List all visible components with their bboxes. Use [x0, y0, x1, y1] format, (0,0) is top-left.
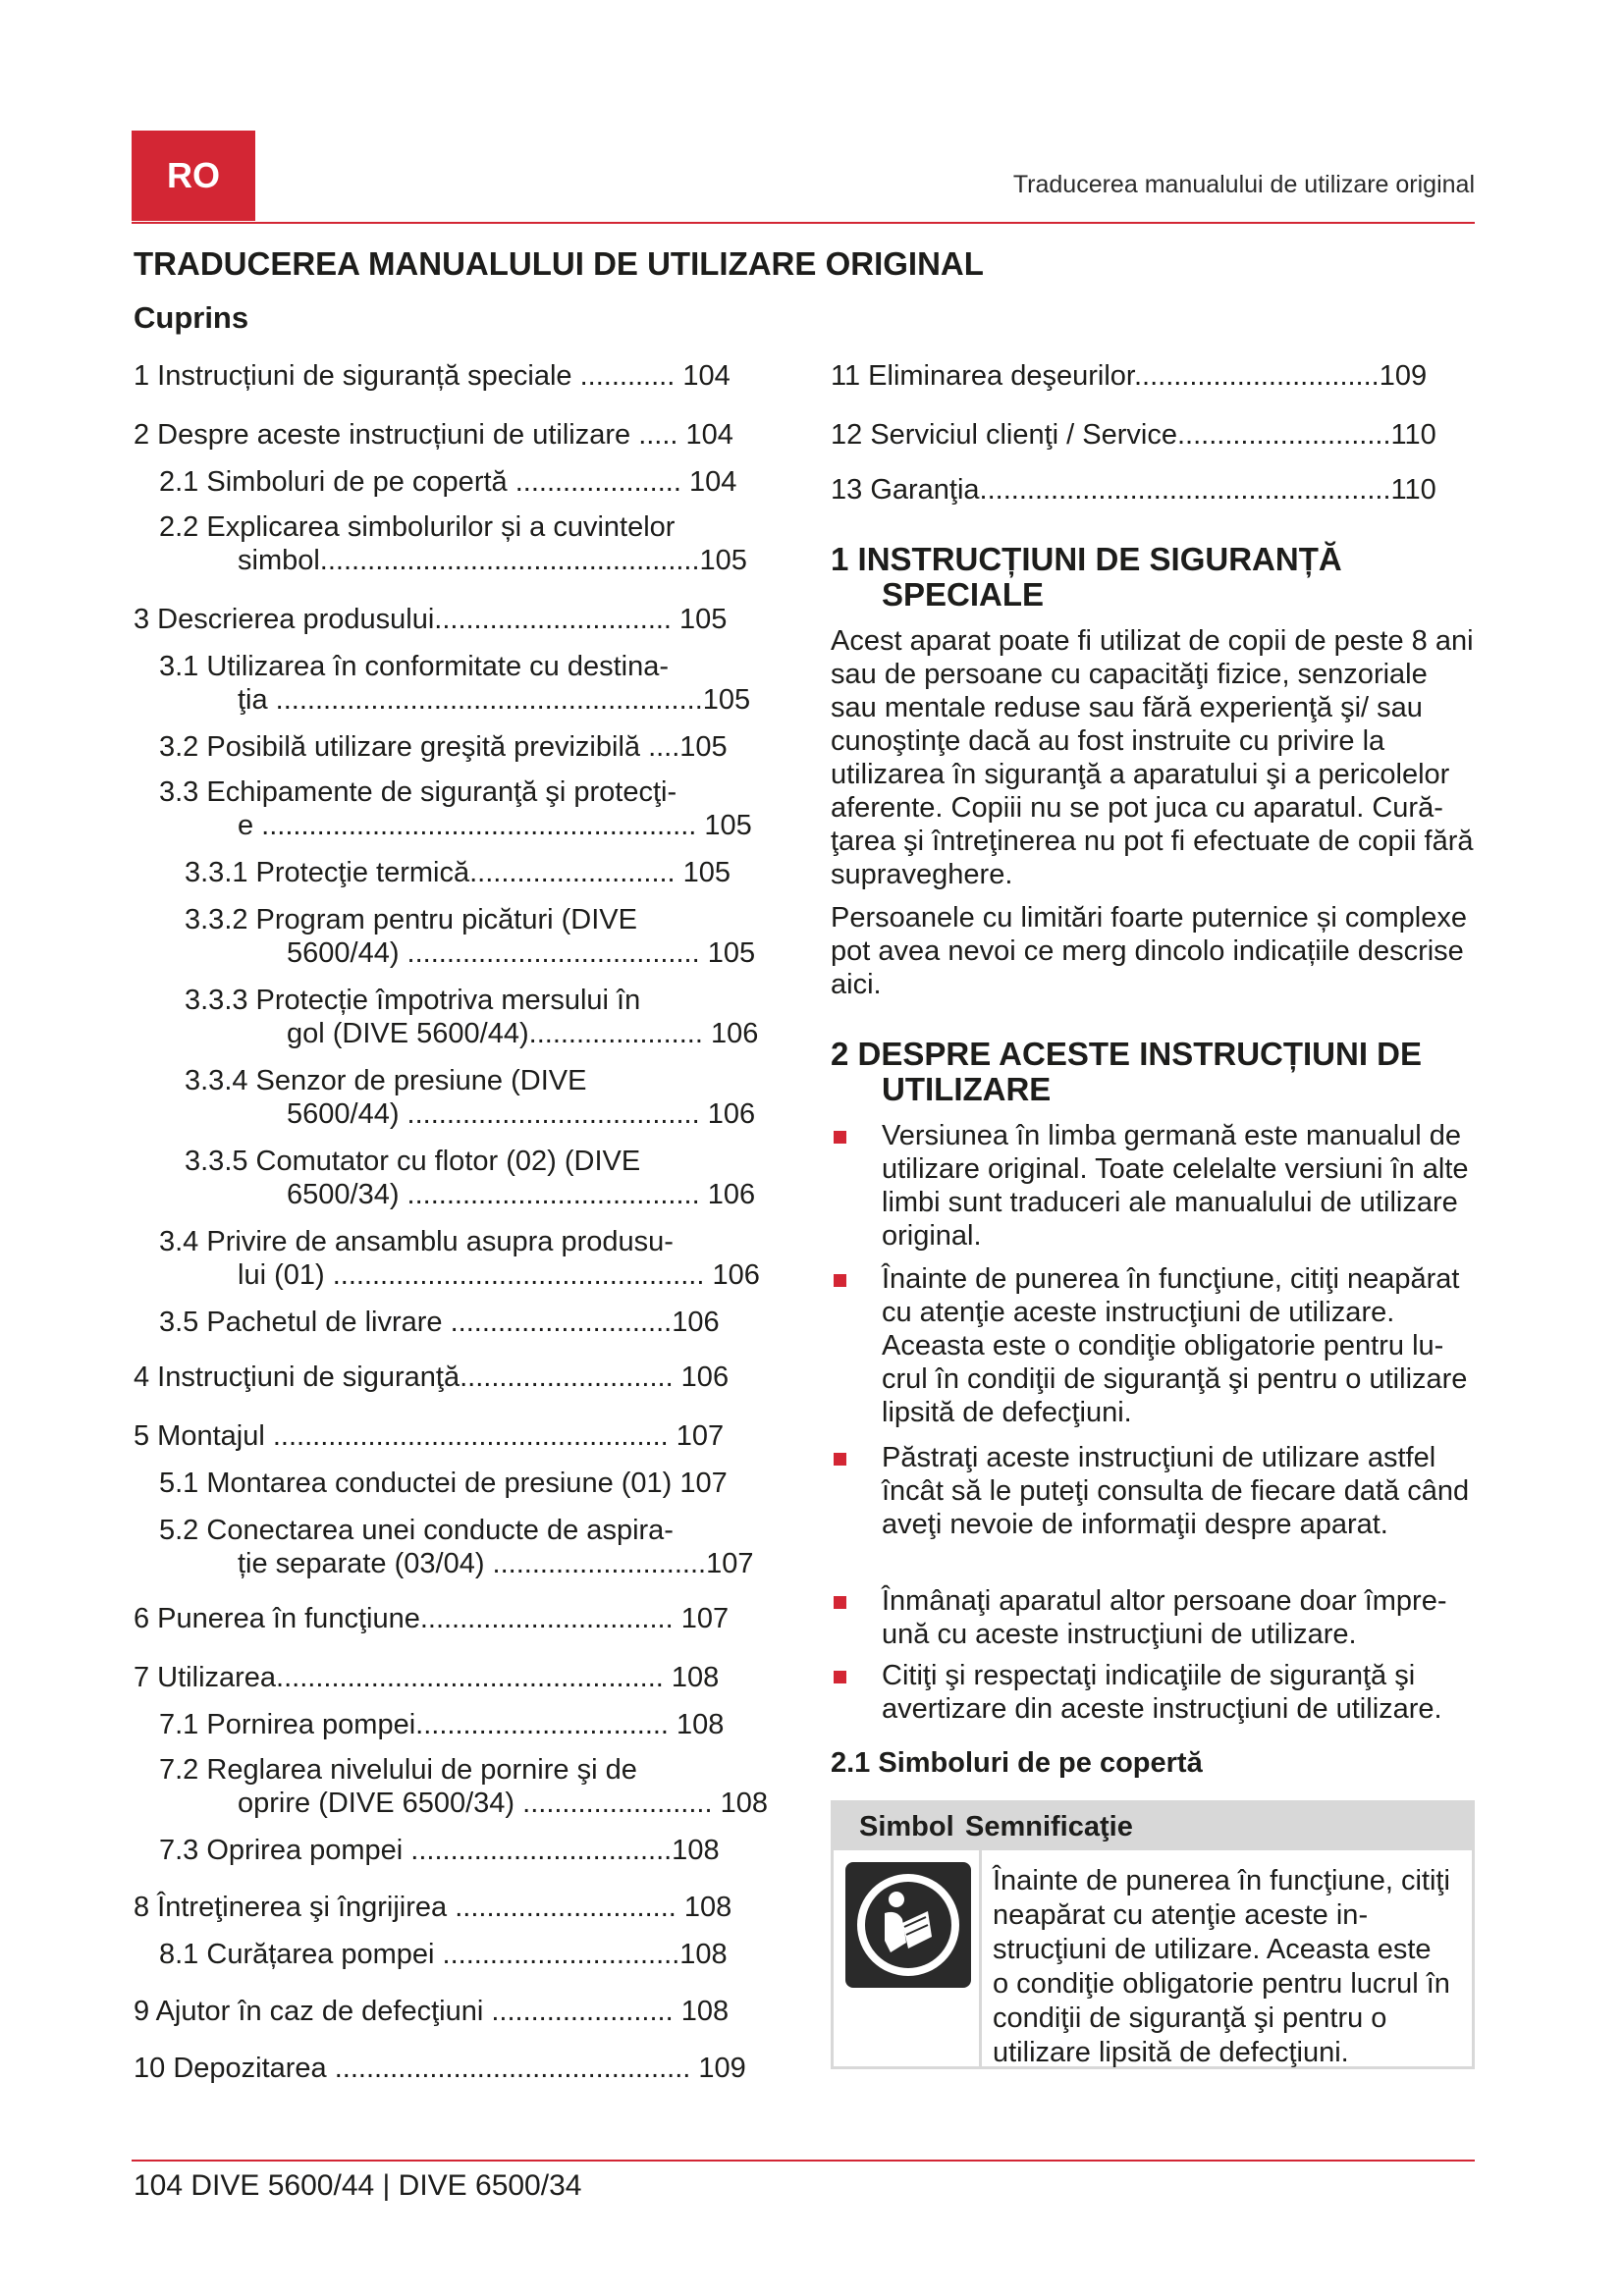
toc-item-continued[interactable]: ție separate (03/04) ...........................107 [238, 1548, 754, 1579]
bullet-item: Păstraţi aceste instrucţiuni de utilizare astfel încât să le puteţi consulta de fiecare dată când aveţi nevoie de informaţii despre aparat. [831, 1441, 1475, 1541]
column-header-meaning: Semnificaţie [965, 1811, 1133, 1842]
section-1-heading-cont: SPECIALE [882, 576, 1045, 613]
toc-item[interactable]: 1 Instrucțiuni de siguranță speciale ............ 104 [134, 360, 731, 392]
section-2-heading: 2 DESPRE ACESTE INSTRUCȚIUNI DE [831, 1036, 1423, 1072]
subsection-2-1-heading: 2.1 Simboluri de pe copertă [831, 1747, 1203, 1779]
bullet-item: Înainte de punerea în funcţiune, citiţi neapărat cu atenţie aceste instrucţiuni de utilizare. Aceasta este o condiţie obligatorie pentru lucrul în condiţii de siguranţă şi pentru o utilizare lipsită de defecţiuni. [831, 1262, 1475, 1429]
toc-item[interactable]: 3.3.2 Program pentru picături (DIVE [185, 904, 637, 935]
language-badge: RO [132, 131, 255, 221]
toc-item[interactable]: 7 Utilizarea................................................. 108 [134, 1662, 720, 1693]
toc-item[interactable]: 6 Punerea în funcţiune................................ 107 [134, 1603, 730, 1634]
toc-item[interactable]: 2.1 Simboluri de pe copertă ..................... 104 [159, 466, 737, 498]
toc-item[interactable]: 12 Serviciul clienţi / Service...........................110 [831, 419, 1436, 451]
table-divider [979, 1850, 982, 2066]
toc-item-continued[interactable]: 6500/34) ..................................... 106 [287, 1179, 756, 1210]
toc-item[interactable]: 3 Descrierea produsului.............................. 105 [134, 604, 728, 635]
header-divider [132, 222, 1475, 224]
toc-item[interactable]: 3.5 Pachetul de livrare ............................106 [159, 1307, 720, 1338]
toc-item-continued[interactable]: simbol................................................105 [238, 545, 747, 576]
toc-item[interactable]: 11 Eliminarea deşeurilor...............................109 [831, 360, 1428, 392]
running-title: Traducerea manualului de utilizare original [1012, 171, 1475, 198]
bullet-item: Versiunea în limba germană este manualul de utilizare original. Toate celelalte versiuni în alte limbi sunt traduceri ale manualului de utilizare original. [831, 1119, 1475, 1253]
toc-item[interactable]: 3.3.3 Protecție împotriva mersului în [185, 985, 641, 1016]
toc-item[interactable]: 3.3.5 Comutator cu flotor (02) (DIVE [185, 1146, 641, 1177]
toc-item[interactable]: 10 Depozitarea ............................................. 109 [134, 2053, 746, 2084]
bullet-item: Înmânaţi aparatul altor persoane doar împreună cu aceste instrucţiuni de utilizare. [831, 1584, 1475, 1651]
toc-item-continued[interactable]: lui (01) ............................................... 106 [238, 1259, 760, 1291]
section-1-paragraph: Acest aparat poate fi utilizat de copii de peste 8 ani sau de persoane cu capacităţi fizice, senzoriale sau mentale reduse sau fără experienţă şi/ sau cunoştinţe dacă au fost instruite cu privire la utilizarea în siguranţă a aparatului şi a pericolelor aferente. Copiii nu se pot juca cu aparatul. Curăţarea şi întreţinerea nu pot fi efectuate de copii fără supraveghere. [831, 625, 1474, 890]
toc-item[interactable]: 4 Instrucţiuni de siguranţă........................... 106 [134, 1362, 730, 1393]
toc-item[interactable]: 7.3 Oprirea pompei .................................108 [159, 1835, 720, 1866]
section-1-heading: 1 INSTRUCȚIUNI DE SIGURANȚĂ [831, 541, 1342, 577]
toc-item[interactable]: 5 Montajul .................................................. 107 [134, 1420, 725, 1452]
toc-item[interactable]: 3.3.1 Protecţie termică.......................... 105 [185, 857, 731, 888]
toc-item-continued[interactable]: gol (DIVE 5600/44)...................... 106 [287, 1018, 759, 1049]
document-title: TRADUCEREA MANUALULUI DE UTILIZARE ORIGINAL [134, 245, 984, 282]
toc-item-continued[interactable]: e ....................................................... 105 [238, 810, 752, 841]
section-2-heading-cont: UTILIZARE [882, 1071, 1052, 1107]
footer-divider [132, 2160, 1475, 2162]
page-footer: 104 DIVE 5600/44 | DIVE 6500/34 [134, 2169, 582, 2202]
toc-item-continued[interactable]: oprire (DIVE 6500/34) ........................ 108 [238, 1788, 768, 1819]
toc-item[interactable]: 2.2 Explicarea simbolurilor și a cuvintelor [159, 511, 676, 543]
bullet-item: Citiţi şi respectaţi indicaţiile de siguranţă şi avertizare din aceste instrucţiuni de utilizare. [831, 1659, 1475, 1726]
toc-item[interactable]: 13 Garanţia....................................................110 [831, 474, 1436, 506]
toc-item[interactable]: 5.2 Conectarea unei conducte de aspira- [159, 1515, 674, 1546]
section-1-paragraph: Persoanele cu limitări foarte puternice și complexe pot avea nevoi ce merg dincolo indicațiile descrise aici. [831, 902, 1467, 1000]
toc-item[interactable]: 2 Despre aceste instrucțiuni de utilizare ..... 104 [134, 419, 733, 451]
toc-item-continued[interactable]: ţia ......................................................105 [238, 684, 751, 716]
toc-item[interactable]: 5.1 Montarea conductei de presiune (01) 107 [159, 1468, 728, 1499]
toc-item[interactable]: 8.1 Curățarea pompei ..............................108 [159, 1939, 728, 1970]
symbol-table [831, 1800, 1475, 2069]
toc-item[interactable]: 3.1 Utilizarea în conformitate cu destina- [159, 651, 670, 682]
toc-item[interactable]: 8 Întreţinerea şi îngrijirea ............................ 108 [134, 1892, 732, 1923]
toc-item[interactable]: 3.3 Echipamente de siguranţă şi protecţi- [159, 776, 677, 808]
column-header-symbol: Simbol [859, 1811, 954, 1842]
toc-item[interactable]: 3.2 Posibilă utilizare greşită previzibilă ....105 [159, 731, 728, 763]
toc-item[interactable]: 7.2 Reglarea nivelului de pornire şi de [159, 1754, 637, 1786]
toc-item-continued[interactable]: 5600/44) ..................................... 105 [287, 937, 756, 969]
toc-item[interactable]: 3.3.4 Senzor de presiune (DIVE [185, 1065, 587, 1096]
symbol-meaning-text: Înainte de punerea în funcţiune, citiţi neapărat cu atenţie aceste instrucţiuni de utilizare. Aceasta este o condiţie obligatorie pentru lucrul în condiţii de siguranţă şi pentru o utilizare lipsită de defecţiuni. [993, 1865, 1450, 2068]
table-header [834, 1803, 1472, 1850]
read-manual-icon [845, 1862, 971, 1988]
toc-item-continued[interactable]: 5600/44) ..................................... 106 [287, 1098, 756, 1130]
toc-item[interactable]: 3.4 Privire de ansamblu asupra produsu- [159, 1226, 674, 1257]
toc-heading: Cuprins [134, 300, 249, 335]
toc-item[interactable]: 7.1 Pornirea pompei................................ 108 [159, 1709, 725, 1740]
toc-item[interactable]: 9 Ajutor în caz de defecţiuni ....................... 108 [134, 1996, 730, 2027]
